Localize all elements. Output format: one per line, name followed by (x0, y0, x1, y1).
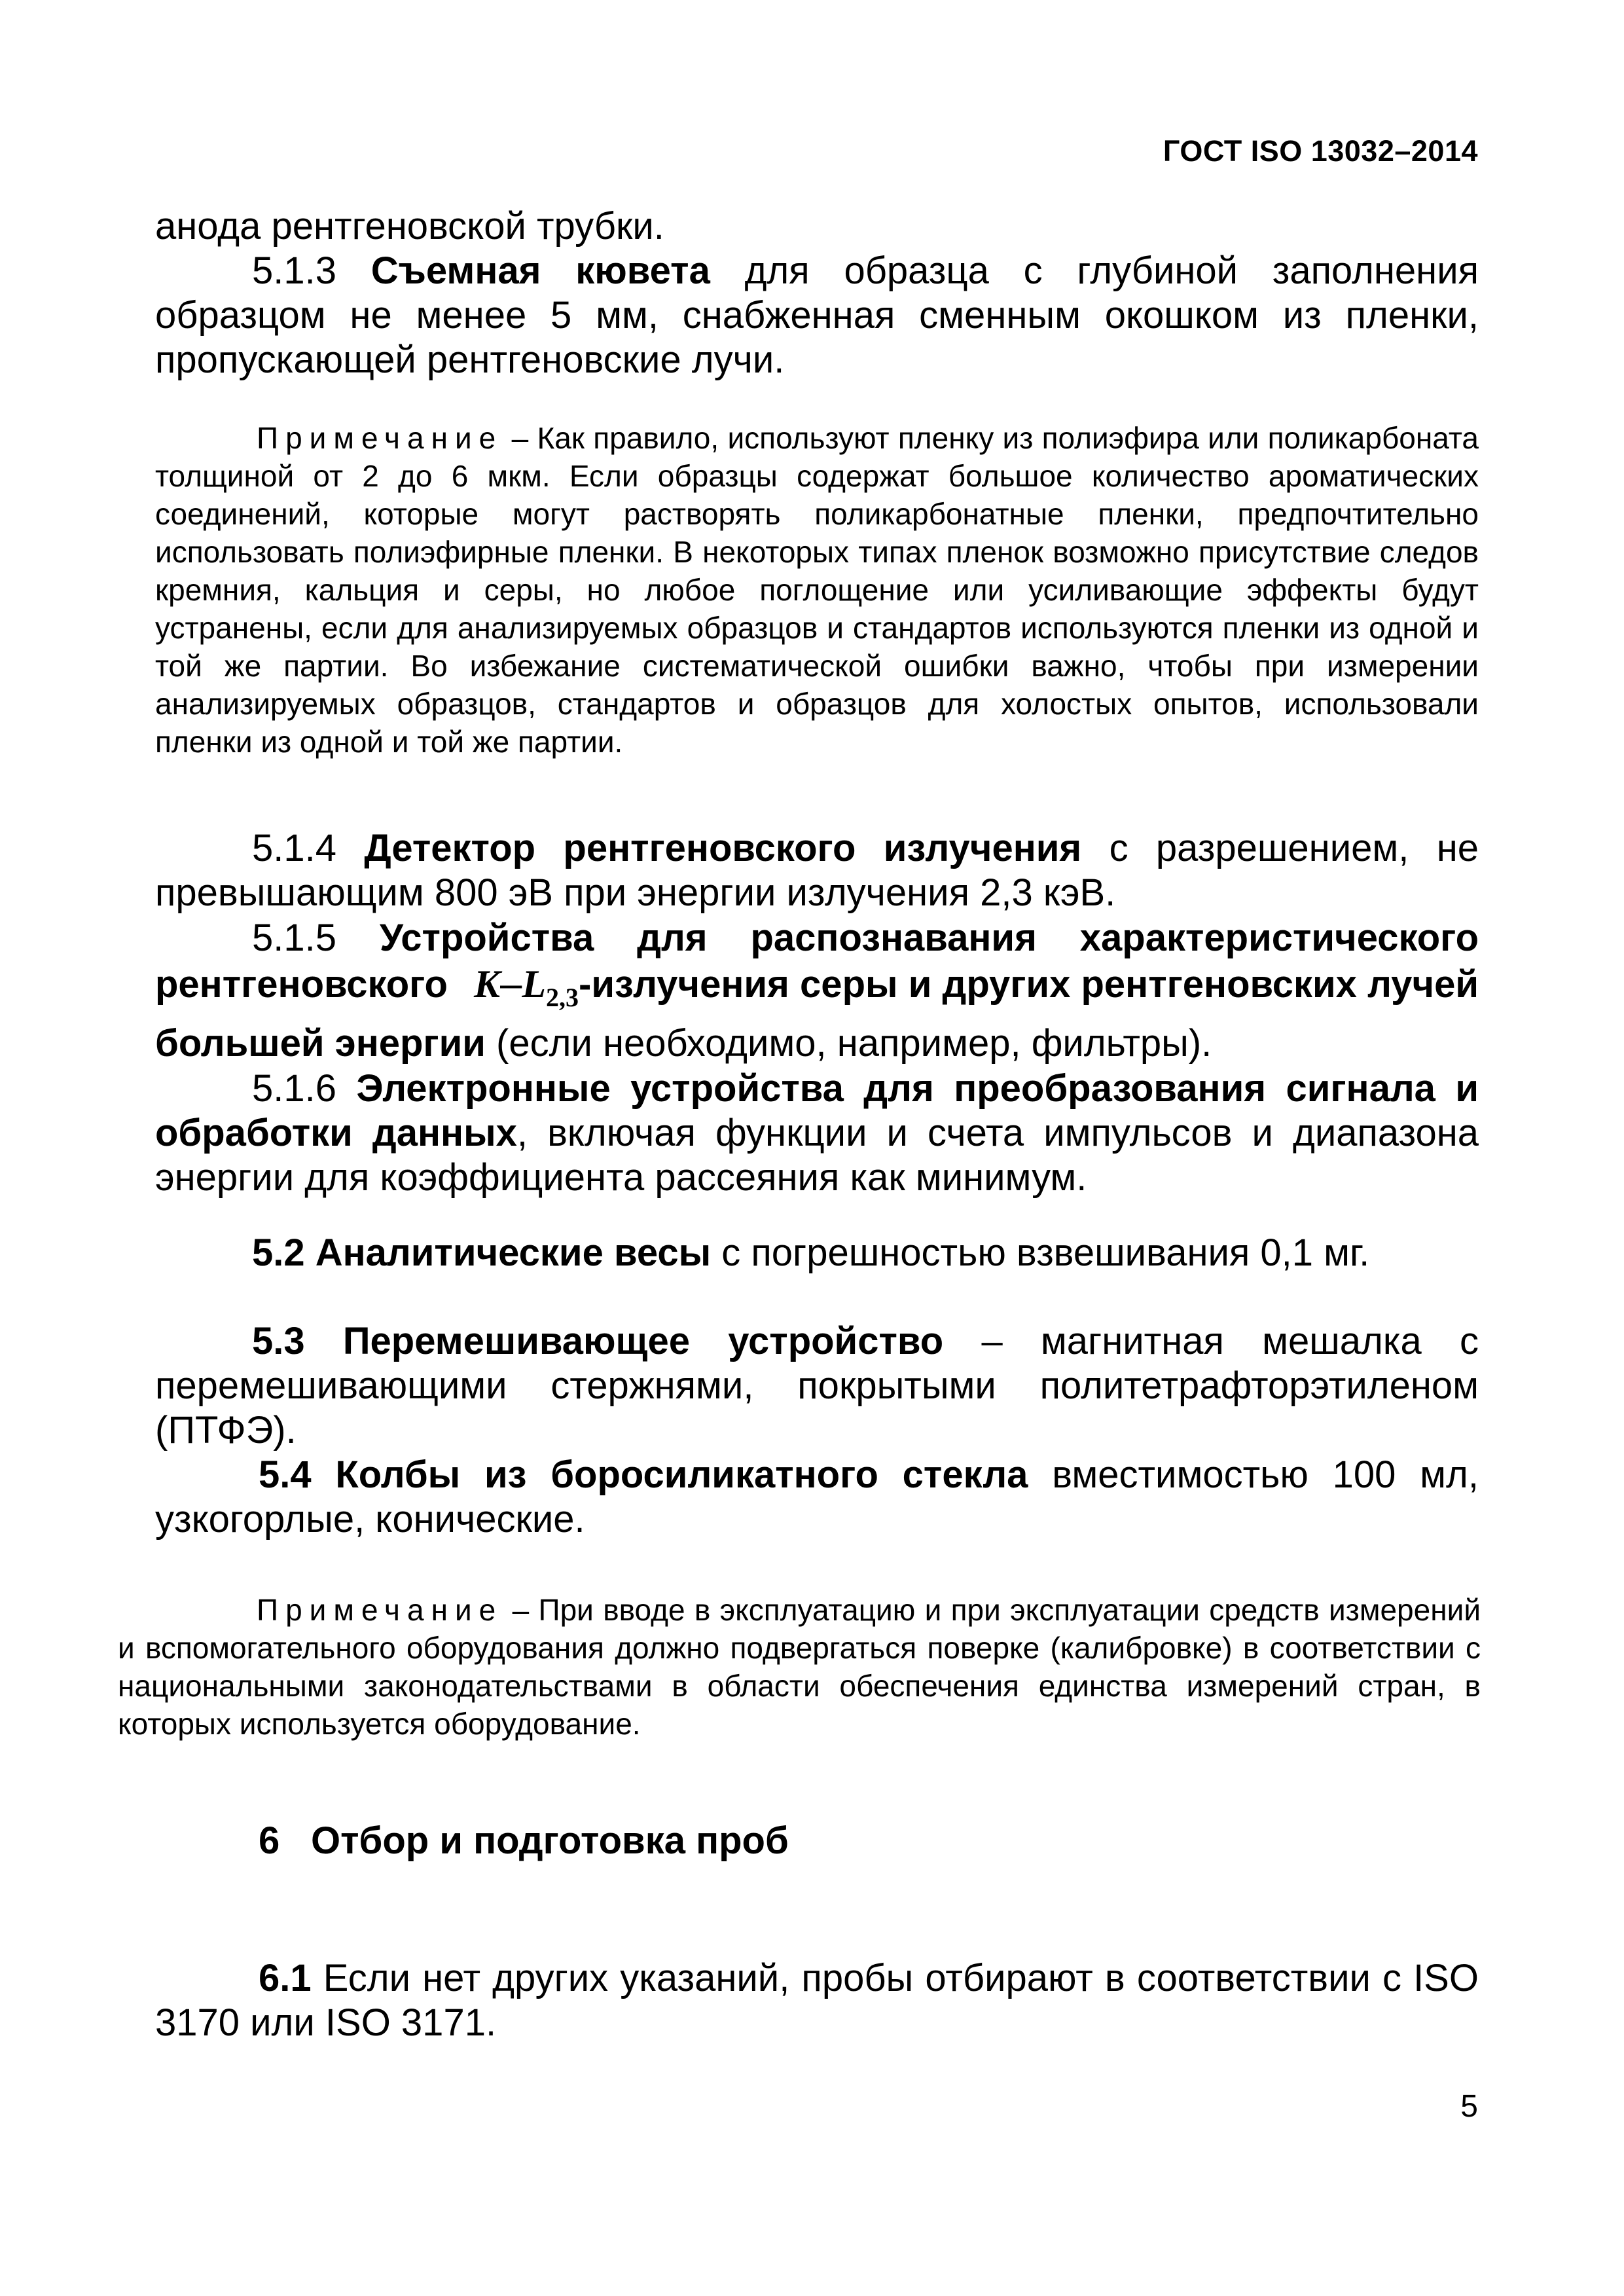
clause-title: Съемная кювета (370, 249, 710, 292)
paragraph-anode: анода рентгеновской трубки. (155, 205, 664, 247)
section-5-1-4-to-5-1-6 (155, 826, 1479, 1200)
section-6-1 (155, 1956, 1479, 2045)
clause-title: 5.2 Аналитические весы (252, 1231, 712, 1274)
clause-text: – магнитная мешалка с перемешивающими стержнями, покрытыми политетрафторэтиленом (ПТФЭ). (155, 1320, 1479, 1451)
document-header: ГОСТ ISO 13032–2014 (1163, 134, 1478, 168)
note-1 (155, 419, 1479, 761)
formula-k-l23: $K-L_{2,3}$ (473, 962, 579, 1012)
section-6-heading (259, 1819, 789, 1863)
section-5-1-3 (155, 204, 1479, 382)
clause-number: 5.1.3 (252, 249, 336, 292)
paragraph-5-3 (155, 1319, 1479, 1453)
note-body: – Как правило, используют пленку из полиэфира или поликарбоната толщиной от 2 до 6 мкм. Если образцы содержат большое количество ароматических соединений, которые могут растворять поликарбонатные пленки, предпочтительно использовать полиэфирные пленки. В некоторых типах пленок возможно присутствие следов кремния, кальция и серы, но любое поглощение или усиливающие эффекты будут устранены, если для анализируемых образцов и стандартов используются пленки из одной и той же партии. Во избежание систематической ошибки важно, чтобы при измерении анализируемых образцов, стандартов и образцов для холостых опытов, использовали пленки из одной и той же партии. (155, 421, 1479, 759)
clause-text: вместимостью 100 мл, узкогорлые, конические. (155, 1453, 1479, 1540)
section-title: Отбор и подготовка проб (311, 1819, 789, 1862)
clause-text: (если необходимо, например, фильтры). (496, 1022, 1212, 1065)
clause-number: 5.1.4 (252, 827, 336, 869)
clause-title-b: -излучения серы и других рентгеновских лучей большей энергии (155, 963, 1479, 1065)
note-body: – При вводе в эксплуатацию и при эксплуатации средств измерений и вспомогательного оборудования должно подвергаться поверке (калибровке) в соответствии с национальными законодательствами в области обеспечения единства измерений стран, в которых используется оборудование. (118, 1593, 1481, 1741)
paragraph-5-1-4 (155, 826, 1479, 915)
note-label: Примечание (257, 421, 503, 455)
paragraph-5-1-5 (155, 915, 1479, 1066)
clause-title: Детектор рентгеновского излучения (364, 827, 1082, 869)
clause-number: 5.1.5 (252, 917, 336, 959)
paragraph-5-4 (155, 1453, 1479, 1542)
page-number: 5 (1460, 2089, 1478, 2124)
clause-text: Если нет других указаний, пробы отбирают в соответствии с ISO 3170 или ISO 3171. (155, 1957, 1479, 2044)
clause-title-a: Устройства для распознавания характеристического рентгеновского (155, 917, 1479, 1006)
section-number: 6 (259, 1819, 280, 1862)
note-1-text (155, 419, 1479, 761)
clause-text: с погрешностью взвешивания 0,1 мг. (721, 1231, 1370, 1274)
clause-text: с разрешением, не превышающим 800 эВ при энергии излучения 2,3 кэВ. (155, 827, 1479, 914)
note-2 (118, 1591, 1481, 1743)
note-2-text (118, 1591, 1481, 1743)
clause-number: 6.1 (259, 1957, 312, 1999)
paragraph-5-1-3 (155, 249, 1479, 382)
note-label: Примечание (257, 1593, 503, 1627)
paragraph-5-2 (155, 1231, 1479, 1275)
clause-title: 5.3 Перемешивающее устройство (252, 1320, 944, 1362)
clause-number: 5.1.6 (252, 1067, 336, 1110)
clause-text: для образца с глубиной заполнения образцом не менее 5 мм, снабженная сменным окошком из пленки, пропускающей рентгеновские лучи. (155, 249, 1479, 381)
clause-text: , включая функции и счета импульсов и диапазона энергии для коэффициента рассеяния как минимум. (155, 1112, 1479, 1199)
paragraph-5-1-6 (155, 1066, 1479, 1200)
section-5-3-5-4 (155, 1319, 1479, 1542)
clause-title: Электронные устройства для преобразования сигнала и обработки данных (155, 1067, 1479, 1154)
paragraph-6-1 (155, 1956, 1479, 2045)
clause-title: 5.4 Колбы из боросиликатного стекла (259, 1453, 1028, 1496)
section-5-2 (155, 1231, 1479, 1275)
